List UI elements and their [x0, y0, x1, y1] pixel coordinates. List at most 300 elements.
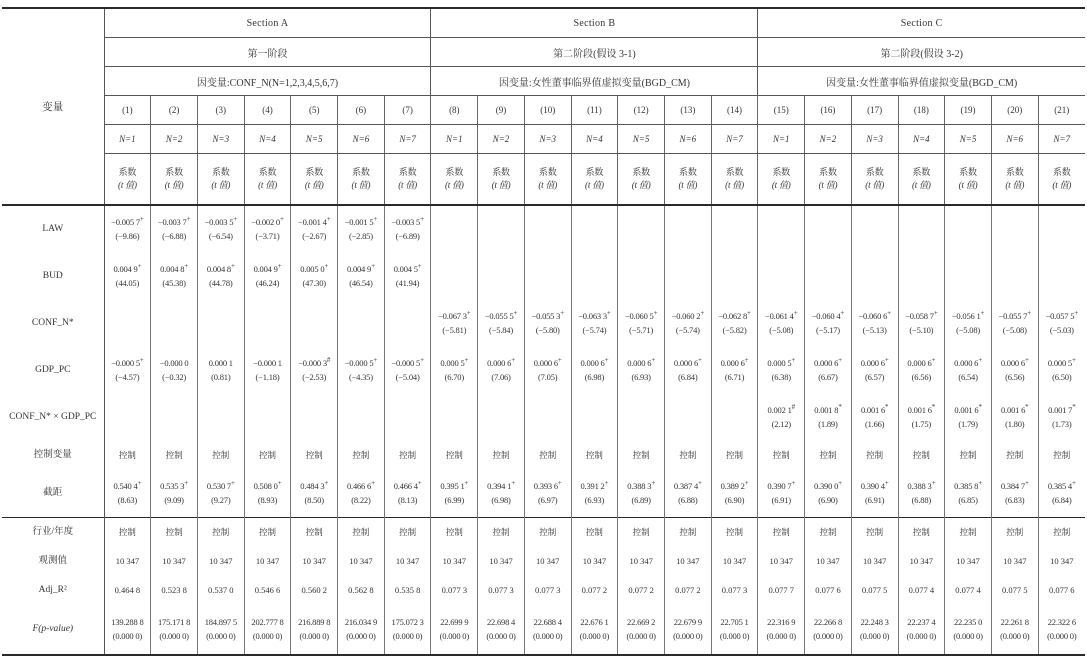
section-title: Section A — [104, 8, 431, 38]
column-number: (13) — [664, 96, 711, 125]
t-value: (−9.86) — [115, 230, 140, 241]
data-cell-f2-18: 0.077 4 — [898, 576, 945, 605]
significance-mark: + — [884, 356, 889, 365]
t-value: (−1.18) — [255, 371, 280, 382]
column-number: (18) — [898, 96, 945, 125]
coefficient-value: 0.388 3+ — [627, 479, 656, 492]
data-cell-b1-20 — [991, 253, 1038, 300]
coefficient-value: 0.004 9+ — [113, 262, 142, 275]
data-cell-f3-21 — [1038, 605, 1085, 655]
t-value: (1.75) — [911, 418, 932, 429]
t-value: (−2.67) — [302, 230, 327, 241]
data-cell-f2-6: 0.562 8 — [338, 576, 385, 605]
table-row — [2, 205, 1085, 253]
coef-header-line: 系数 — [632, 166, 650, 177]
t-value: (−2.85) — [348, 230, 373, 241]
data-cell-b1-7 — [384, 253, 431, 300]
data-cell-b2-15 — [758, 300, 805, 347]
data-cell-b3-5 — [291, 347, 338, 394]
t-value: (0.000 0) — [252, 630, 283, 641]
significance-mark: + — [464, 479, 469, 488]
data-cell-f1-19: 10 347 — [945, 547, 992, 576]
data-cell-f0-6: 控制 — [338, 518, 385, 548]
significance-mark: + — [184, 262, 189, 271]
data-cell-b1-18 — [898, 253, 945, 300]
t-value: (−5.08) — [769, 324, 794, 335]
coefficient-value: 0.385 8+ — [954, 479, 982, 492]
column-n-value: N=1 — [758, 125, 805, 154]
coefficient-value: 0.002 1# — [767, 403, 795, 416]
column-coef-header — [524, 154, 571, 206]
t-value: (2.12) — [771, 418, 791, 429]
t-value: (0.000 0) — [813, 630, 843, 641]
data-cell-b4-19 — [945, 394, 992, 441]
section-depvar: 因变量:女性董事临界值虚拟变量(BGD_CM) — [758, 67, 1085, 96]
coefficient-value: 0.484 3+ — [300, 479, 329, 492]
significance-mark: * — [978, 403, 982, 412]
row-label: 控制变量 — [2, 441, 104, 470]
data-cell-b3-15 — [758, 347, 805, 394]
t-value: (6.91) — [771, 494, 791, 505]
coefficient-value: 0.535 3+ — [160, 479, 189, 492]
coefficient-value: 0.000 5+ — [767, 356, 796, 369]
significance-mark: + — [791, 356, 796, 365]
data-cell-b5-17: 控制 — [851, 441, 898, 470]
coefficient-value: 22.676 1 — [580, 617, 609, 628]
column-coef-header — [151, 154, 198, 206]
column-n-value: N=7 — [1038, 125, 1085, 154]
coefficient-value: 0.390 0+ — [814, 479, 842, 492]
t-value: (0.000 0) — [299, 630, 329, 641]
data-cell-b3-1 — [104, 347, 151, 394]
data-cell-b4-14 — [711, 394, 758, 441]
table-row — [2, 253, 1085, 300]
data-cell-b3-2 — [151, 347, 198, 394]
significance-mark: + — [698, 479, 702, 488]
data-cell-b3-6 — [338, 347, 385, 394]
data-cell-f0-2: 控制 — [151, 518, 198, 548]
coefficient-value: 0.004 8+ — [206, 262, 235, 275]
data-cell-b4-11 — [571, 394, 618, 441]
t-value: (−5.74) — [582, 324, 607, 335]
data-cell-f1-17: 10 347 — [851, 547, 898, 576]
coefficient-value: 0.000 6+ — [720, 356, 749, 369]
t-value: (7.06) — [491, 371, 511, 382]
data-cell-f2-4: 0.546 6 — [244, 576, 291, 605]
significance-mark: + — [1024, 356, 1029, 365]
column-n-value: N=4 — [898, 125, 945, 154]
t-value: (6.98) — [584, 371, 605, 382]
row-label: Adj_R² — [2, 576, 104, 605]
column-n-value: N=1 — [431, 125, 478, 154]
data-cell-f0-16: 控制 — [805, 518, 852, 548]
tvalue-header-line: (t 值) — [678, 180, 698, 190]
data-cell-f0-8: 控制 — [431, 518, 478, 548]
column-n-value: N=2 — [151, 125, 198, 154]
row-label: LAW — [2, 205, 104, 253]
t-value: (0.000 0) — [579, 630, 610, 641]
column-n-value: N=2 — [478, 125, 525, 154]
tvalue-header-line: (t 值) — [444, 180, 464, 190]
coefficient-value: −0.058 7+ — [905, 309, 938, 322]
data-cell-f0-10: 控制 — [524, 518, 571, 548]
t-value: (−5.71) — [629, 324, 654, 335]
t-value: (45.38) — [162, 277, 186, 288]
data-cell-b3-10 — [524, 347, 571, 394]
coefficient-value: 0.530 7+ — [206, 479, 235, 492]
data-cell-b4-4 — [244, 394, 291, 441]
coefficient-value: 175.171 8 — [158, 617, 191, 628]
data-cell-b1-9 — [478, 253, 525, 300]
t-value: (−6.88) — [162, 230, 187, 241]
column-coef-header — [711, 154, 758, 206]
data-cell-f1-11: 10 347 — [571, 547, 618, 576]
table-row — [2, 8, 1085, 38]
data-cell-b2-7 — [384, 300, 431, 347]
column-coef-header — [945, 154, 992, 206]
t-value: (6.97) — [538, 494, 558, 505]
column-n-value: N=6 — [991, 125, 1038, 154]
data-cell-f1-2: 10 347 — [151, 547, 198, 576]
data-cell-b1-12 — [618, 253, 665, 300]
table-row — [2, 96, 1085, 125]
data-cell-b2-17 — [851, 300, 898, 347]
tvalue-header-line: (t 值) — [118, 180, 137, 190]
tvalue-header-line: (t 值) — [538, 180, 558, 190]
data-cell-b0-17 — [851, 205, 898, 253]
t-value: (1.79) — [958, 418, 978, 429]
coefficient-value: −0.003 7+ — [157, 215, 191, 228]
coefficient-value: 0.004 5+ — [393, 262, 422, 275]
column-coef-header — [291, 154, 338, 206]
significance-mark: + — [840, 309, 845, 318]
data-cell-b4-16 — [805, 394, 852, 441]
data-cell-b6-10 — [524, 470, 571, 518]
data-cell-b3-9 — [478, 347, 525, 394]
coef-header-line: 系数 — [258, 166, 277, 177]
significance-mark: + — [557, 479, 562, 488]
coefficient-value: −0.057 5+ — [1045, 309, 1079, 322]
coef-header-line: 系数 — [1005, 166, 1024, 177]
coefficient-value: 175.072 3 — [391, 617, 424, 628]
t-value: (−6.89) — [395, 230, 420, 241]
tvalue-header-line: (t 值) — [818, 180, 838, 190]
tvalue-header-line: (t 值) — [1052, 180, 1072, 190]
t-value: (6.84) — [1052, 494, 1072, 505]
data-cell-f2-17: 0.077 5 — [851, 576, 898, 605]
tvalue-header-line: (t 值) — [725, 180, 744, 190]
t-value: (8.22) — [351, 494, 371, 505]
t-value: (0.000 0) — [392, 630, 423, 641]
tvalue-header-line: (t 值) — [865, 180, 885, 190]
coefficient-value: 22.316 9 — [767, 617, 796, 628]
table-row — [2, 394, 1085, 441]
tvalue-header-line: (t 值) — [771, 180, 791, 190]
data-cell-b5-15: 控制 — [758, 441, 805, 470]
data-cell-b0-13 — [664, 205, 711, 253]
coefficient-value: 22.688 4 — [533, 617, 562, 628]
coefficient-value: 0.384 7+ — [1000, 479, 1029, 492]
column-coef-header — [1038, 154, 1085, 206]
coefficient-value: 216.889 8 — [298, 617, 331, 628]
column-number: (20) — [991, 96, 1038, 125]
coefficient-value: 0.001 6* — [860, 403, 889, 416]
row-label: CONF_N* × GDP_PC — [2, 394, 104, 441]
data-cell-b5-19: 控制 — [945, 441, 992, 470]
t-value: (6.71) — [724, 371, 745, 382]
t-value: (0.000 0) — [533, 630, 563, 641]
data-cell-b2-19 — [945, 300, 992, 347]
data-cell-f0-21: 控制 — [1038, 518, 1085, 548]
significance-mark: + — [838, 479, 842, 488]
column-number: (10) — [524, 96, 571, 125]
column-n-value: N=7 — [384, 125, 431, 154]
t-value: (−5.08) — [1002, 324, 1027, 335]
coef-header-line: 系数 — [212, 166, 230, 177]
coefficient-value: 216.034 9 — [344, 617, 378, 628]
row-label: CONF_N* — [2, 300, 104, 347]
data-cell-b4-12 — [618, 394, 665, 441]
data-cell-f2-12: 0.077 2 — [618, 576, 665, 605]
coef-header-line: 系数 — [725, 166, 744, 177]
data-cell-b4-17 — [851, 394, 898, 441]
column-coef-header — [618, 154, 665, 206]
table-row — [2, 547, 1085, 576]
coefficient-value: −0.002 0+ — [251, 215, 284, 228]
data-cell-b0-19 — [945, 205, 992, 253]
data-cell-b1-14 — [711, 253, 758, 300]
coef-header-line: 系数 — [819, 166, 837, 177]
data-cell-b1-17 — [851, 253, 898, 300]
significance-mark: + — [744, 479, 749, 488]
t-value: (−5.81) — [442, 324, 467, 335]
t-value: (0.000 0) — [346, 630, 376, 641]
data-cell-b6-9 — [478, 470, 525, 518]
data-cell-b1-6 — [338, 253, 385, 300]
t-value: (1.73) — [1052, 418, 1072, 429]
coefficient-value: 0.389 2+ — [720, 479, 749, 492]
coefficient-value: −0.055 3+ — [531, 309, 564, 322]
data-cell-b0-18 — [898, 205, 945, 253]
data-cell-b1-5 — [291, 253, 338, 300]
coefficient-value: −0.060 6+ — [858, 309, 891, 322]
t-value: (0.000 0) — [486, 630, 516, 641]
data-cell-b0-15 — [758, 205, 805, 253]
coefficient-value: 0.000 5+ — [1047, 356, 1076, 369]
t-value: (0.000 0) — [953, 630, 983, 641]
coef-header-line: 系数 — [912, 166, 931, 177]
coefficient-value: −0.061 4+ — [765, 309, 798, 322]
data-cell-f3-4 — [244, 605, 291, 655]
coefficient-value: 139.288 8 — [111, 617, 144, 628]
significance-mark: + — [139, 356, 144, 365]
significance-mark: + — [464, 356, 469, 365]
coefficient-value: 22.669 2 — [627, 617, 656, 628]
coefficient-value: −0.055 7+ — [998, 309, 1031, 322]
data-cell-b5-21: 控制 — [1038, 441, 1085, 470]
column-n-value: N=2 — [805, 125, 852, 154]
t-value: (6.56) — [911, 371, 932, 382]
significance-mark: # — [791, 403, 795, 412]
t-value: (8.50) — [304, 494, 324, 505]
significance-mark: + — [420, 215, 424, 224]
data-cell-f1-13: 10 347 — [664, 547, 711, 576]
column-coef-header — [851, 154, 898, 206]
data-cell-f2-14: 0.077 3 — [711, 576, 758, 605]
t-value: (0.000 0) — [766, 630, 796, 641]
data-cell-b2-3 — [197, 300, 244, 347]
column-number: (6) — [338, 96, 385, 125]
t-value: (−6.54) — [208, 230, 233, 241]
significance-mark: + — [978, 356, 982, 365]
t-value: (8.13) — [397, 494, 418, 505]
t-value: (47.30) — [302, 277, 326, 288]
column-n-value: N=7 — [711, 125, 758, 154]
data-cell-f2-10: 0.077 3 — [524, 576, 571, 605]
t-value: (6.84) — [678, 371, 698, 382]
tvalue-header-line: (t 值) — [585, 180, 604, 190]
coefficient-value: 0.508 0+ — [253, 479, 282, 492]
data-cell-f1-10: 10 347 — [524, 547, 571, 576]
data-cell-b1-15 — [758, 253, 805, 300]
coef-header-line: 系数 — [585, 166, 604, 177]
significance-mark: + — [744, 356, 749, 365]
coefficient-value: −0.003 5+ — [391, 215, 424, 228]
data-cell-f2-3: 0.537 0 — [197, 576, 244, 605]
coef-header-line: 系数 — [772, 166, 791, 177]
tvalue-header-line: (t 值) — [258, 180, 277, 190]
data-cell-b6-7 — [384, 470, 431, 518]
significance-mark: + — [277, 262, 282, 271]
data-cell-f0-19: 控制 — [945, 518, 992, 548]
data-cell-b5-9: 控制 — [478, 441, 525, 470]
coefficient-value: 0.391 2+ — [580, 479, 609, 492]
t-value: (6.54) — [958, 371, 978, 382]
significance-mark: + — [1071, 479, 1076, 488]
coefficient-value: 0.540 4+ — [113, 479, 142, 492]
coefficient-value: −0.063 3+ — [578, 309, 611, 322]
coefficient-value: 0.395 1+ — [440, 479, 469, 492]
coefficient-value: 22.705 1 — [720, 617, 749, 628]
data-cell-f0-7: 控制 — [384, 518, 431, 548]
section-depvar: 因变量:CONF_N(N=1,2,3,4,5,6,7) — [104, 67, 431, 96]
t-value: (41.94) — [395, 277, 420, 288]
data-cell-b6-19 — [945, 470, 992, 518]
significance-mark: + — [186, 215, 191, 224]
coefficient-value: 0.466 4+ — [393, 479, 422, 492]
data-cell-f3-5 — [291, 605, 338, 655]
data-cell-f2-2: 0.523 8 — [151, 576, 198, 605]
coefficient-value: −0.060 2+ — [671, 309, 705, 322]
row-label: 截距 — [2, 470, 104, 518]
column-number: (1) — [104, 96, 151, 125]
data-cell-b4-13 — [664, 394, 711, 441]
data-cell-f2-9: 0.077 3 — [478, 576, 525, 605]
coefficient-value: 0.004 9+ — [346, 262, 375, 275]
data-cell-b3-8 — [431, 347, 478, 394]
data-cell-f3-11 — [571, 605, 618, 655]
coefficient-value: −0.000 5+ — [391, 356, 424, 369]
significance-mark: + — [700, 309, 705, 318]
column-n-value: N=6 — [664, 125, 711, 154]
data-cell-f2-1: 0.464 8 — [104, 576, 151, 605]
row-label: 行业/年度 — [2, 518, 104, 548]
coefficient-value: 0.001 7* — [1048, 403, 1076, 416]
data-cell-f1-3: 10 347 — [197, 547, 244, 576]
column-n-value: N=5 — [618, 125, 665, 154]
significance-mark: + — [747, 309, 751, 318]
data-cell-b1-2 — [151, 253, 198, 300]
coefficient-value: 202.777 8 — [251, 617, 284, 628]
data-cell-b4-5 — [291, 394, 338, 441]
coef-header-line: 系数 — [538, 166, 557, 177]
significance-mark: + — [511, 356, 515, 365]
data-cell-b0-21 — [1038, 205, 1085, 253]
coefficient-value: −0.000 3# — [298, 356, 331, 369]
column-coef-header — [104, 154, 151, 206]
t-value: (0.000 0) — [719, 630, 750, 641]
data-cell-f3-7 — [384, 605, 431, 655]
data-cell-f0-1: 控制 — [104, 518, 151, 548]
t-value: (−5.13) — [862, 324, 887, 335]
data-cell-b3-18 — [898, 347, 945, 394]
coefficient-value: −0.003 5+ — [204, 215, 238, 228]
data-cell-b2-16 — [805, 300, 852, 347]
significance-mark: + — [230, 262, 235, 271]
coefficient-value: 0.388 3+ — [907, 479, 936, 492]
significance-mark: + — [511, 479, 515, 488]
coefficient-value: 0.004 8+ — [160, 262, 189, 275]
data-cell-f1-18: 10 347 — [898, 547, 945, 576]
data-cell-b4-6 — [338, 394, 385, 441]
table-row — [2, 347, 1085, 394]
coefficient-value: 0.000 6+ — [487, 356, 515, 369]
column-n-value: N=3 — [851, 125, 898, 154]
column-number: (17) — [851, 96, 898, 125]
data-cell-b5-16: 控制 — [805, 441, 852, 470]
coefficient-value: 22.235 0 — [953, 617, 983, 628]
data-cell-f0-14: 控制 — [711, 518, 758, 548]
significance-mark: + — [279, 215, 284, 224]
data-cell-b6-13 — [664, 470, 711, 518]
data-cell-b3-17 — [851, 347, 898, 394]
coefficient-value: −0.062 8+ — [718, 309, 751, 322]
data-cell-b5-20: 控制 — [991, 441, 1038, 470]
t-value: (6.93) — [631, 371, 651, 382]
t-value: (6.90) — [818, 494, 838, 505]
coefficient-value: −0.000 5+ — [344, 356, 378, 369]
column-n-value: N=4 — [244, 125, 291, 154]
data-cell-b2-9 — [478, 300, 525, 347]
data-cell-b0-1 — [104, 205, 151, 253]
column-number: (12) — [618, 96, 665, 125]
data-cell-b0-20 — [991, 205, 1038, 253]
data-cell-b2-2 — [151, 300, 198, 347]
data-cell-b2-14 — [711, 300, 758, 347]
data-cell-b3-3 — [197, 347, 244, 394]
significance-mark: + — [371, 479, 375, 488]
column-coef-header — [898, 154, 945, 206]
coefficient-value: 184.897 5 — [204, 617, 237, 628]
significance-mark: + — [887, 309, 891, 318]
coefficient-value: 0.001 6* — [907, 403, 936, 416]
significance-mark: + — [791, 479, 796, 488]
significance-mark: + — [653, 309, 658, 318]
data-cell-b4-18 — [898, 394, 945, 441]
t-value: (0.000 0) — [859, 630, 890, 641]
column-n-value: N=3 — [524, 125, 571, 154]
significance-mark: + — [931, 356, 936, 365]
